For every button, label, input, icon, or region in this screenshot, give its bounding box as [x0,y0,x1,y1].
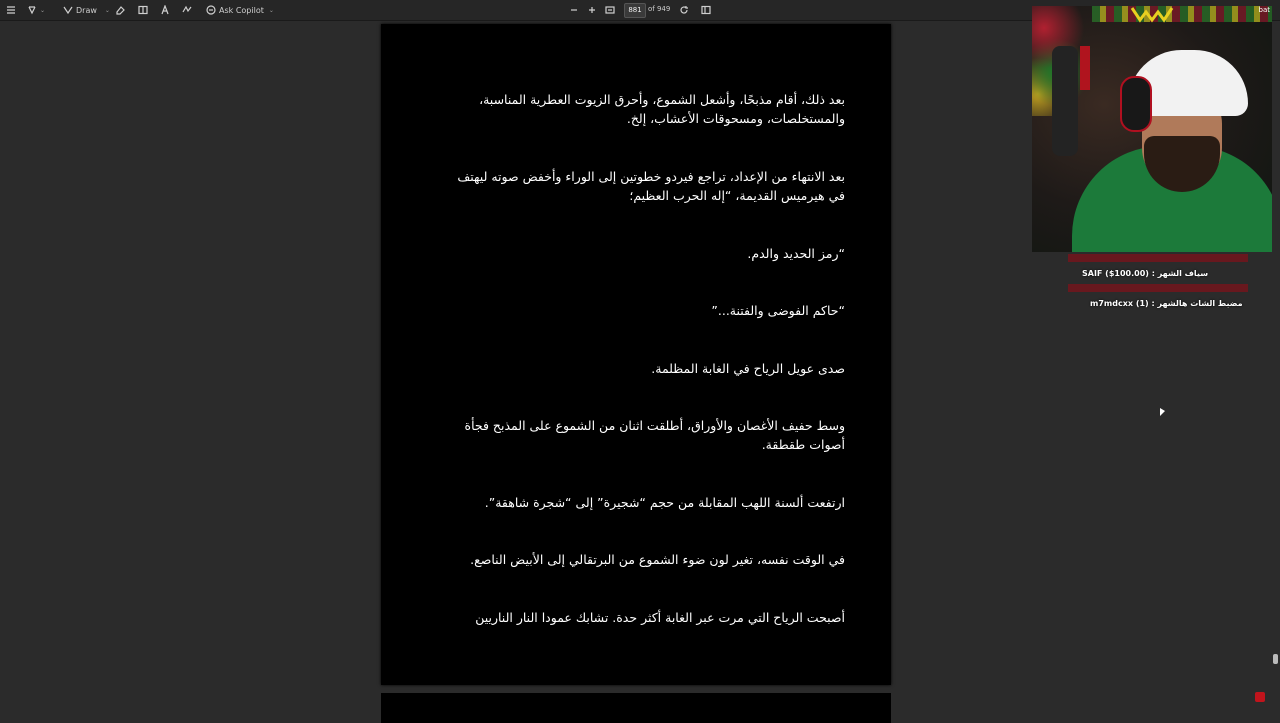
text-box-icon [137,4,149,16]
pdf-icon[interactable] [1255,692,1265,702]
rotate-button[interactable] [678,3,690,17]
microphone [1052,46,1078,156]
crown-icon [1130,6,1174,24]
contents-button[interactable] [5,3,17,17]
page-number-input[interactable]: 881 [624,3,646,18]
scrollbar-thumb[interactable] [1273,654,1278,664]
paragraph: أصبحت الرياح التي مرت عبر الغابة أكثر حدة. تشابك عمودا النار الناريين [475,610,845,625]
fit-page-icon [604,4,616,16]
paragraph: في الوقت نفسه، تغير لون ضوء الشموع من البرتقالي إلى الأبيض الناصع. [470,552,845,567]
copilot-icon [205,4,217,16]
ask-copilot-button[interactable] [205,3,274,17]
webcam-frame-border [1092,6,1272,22]
next-pdf-page [381,693,891,723]
blurred-alert-line [1068,284,1248,292]
supporter-line: SAIF ($100.00) : سياف الشهر [1082,269,1209,278]
font-button[interactable] [159,3,171,17]
eraser-icon [114,4,126,16]
list-icon [5,4,17,16]
paragraph: صدى عويل الرياح في الغابة المظلمة. [651,361,845,376]
chevron-down-icon: ⌄ [268,6,274,14]
pdf-page [381,24,891,685]
fit-page-button[interactable] [604,3,616,17]
microphone-accent [1080,46,1090,90]
read-aloud-icon [181,4,193,16]
page-view-icon [700,4,712,16]
zoom-in-button[interactable] [586,3,598,17]
draw-icon [62,4,74,16]
highlight-icon [26,4,38,16]
paragraph: ارتفعت ألسنة اللهب المقابلة من حجم “شجيرة” إلى “شجرة شاهقة”. [484,495,845,510]
headset [1120,76,1152,132]
zoom-out-icon [568,4,580,16]
page-view-button[interactable] [700,3,712,17]
mouse-cursor-icon [1160,408,1165,416]
page-total: of 949 [648,5,671,13]
text-box-button[interactable] [137,3,149,17]
font-icon [159,4,171,16]
erase-button[interactable] [114,3,126,17]
zoom-out-button[interactable] [568,3,580,17]
zoom-in-icon [586,4,598,16]
ask-copilot-label: Ask Copilot [219,5,264,15]
paragraph: وسط حفيف الأغصان والأوراق، أطلقت اثنان من الشموع على المذبح فجأة أصوات طقطقة. [464,418,845,452]
blurred-alert-line [1068,254,1248,262]
paragraph: “حاكم الفوضى والفتنة...” [711,303,845,318]
chevron-down-icon: ⌄ [104,6,110,14]
draw-button[interactable] [62,3,110,17]
paragraph: بعد الانتهاء من الإعداد، تراجع فيردو خطوتين إلى الوراء وأخفض صوته ليهتف في هيرميس القديمة، “إله الحرب العظيم؛ [457,169,845,203]
rotate-icon [678,4,690,16]
chevron-down-icon: ⌄ [40,6,46,14]
draw-label: Draw [76,5,97,15]
paragraph: بعد ذلك، أقام مذبحًا، وأشعل الشموع، وأحرق الزيوت العطرية المناسبة، والمستخلصات، ومسحوقات الأعشاب، إلخ. [479,92,845,126]
read-aloud-button[interactable] [181,3,193,17]
paragraph: “رمز الحديد والدم. [747,246,845,261]
corner-label: bat [1258,6,1270,14]
webcam-overlay [1032,6,1272,252]
highlight-button[interactable] [26,3,45,17]
chat-moderator-line: m7mdcxx (1) : مضبط الشات هالشهر [1090,299,1243,308]
